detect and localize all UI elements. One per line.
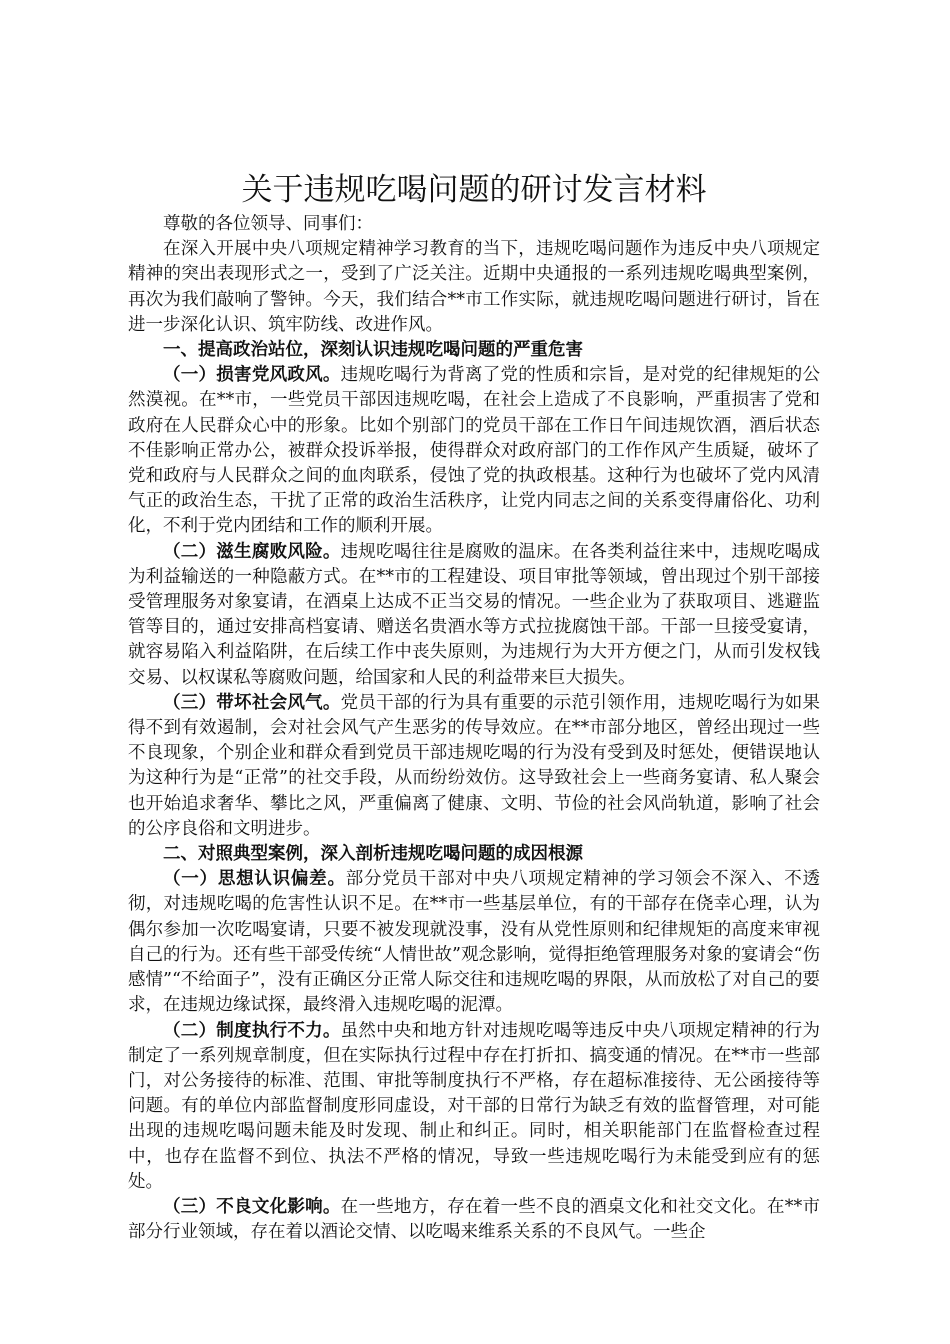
item-body: 虽然中央和地方针对违规吃喝等违反中央八项规定精神的行为制定了一系列规章制度，但在实际执行过程中存在打折扣、搞变通的情况。在**市一些部门，对公务接待的标准、范围、审批等制度执行不严格，存在超标准接待、无公函接待等问题。有的单位内部监督制度形同虚设，对干部的日常行为缺乏有效的监督管理，对可能出现的违规吃喝问题未能及时发现、制止和纠正。同时，相关职能部门在监督检查过程中，也存在监督不到位、执法不严格的情况，导致一些违规吃喝行为未能受到应有的惩处。 <box>128 1020 820 1192</box>
salutation: 尊敬的各位领导、同事们： <box>163 214 373 234</box>
item-lead: （二）滋生腐败风险。 <box>163 541 341 562</box>
section-2-item-1 <box>128 867 820 1018</box>
section-2-heading: 二、对照典型案例，深入剖析违规吃喝问题的成因根源 <box>163 844 583 865</box>
section-1-item-3 <box>128 691 820 842</box>
item-body: 党员干部的行为具有重要的示范引领作用，违规吃喝行为如果得不到有效遏制，会对社会风气产生恶劣的传导效应。在**市部分地区，曾经出现过一些不良现象，个别企业和群众看到党员干部违规吃喝的行为没有受到及时惩处，便错误地认为这种行为是“正常”的社交手段，从而纷纷效仿。这导致社会上一些商务宴请、私人聚会也开始追求奢华、攀比之风，严重偏离了健康、文明、节俭的社会风尚轨道，影响了社会的公序良俗和文明进步。 <box>128 692 820 839</box>
section-1-heading: 一、提高政治站位，深刻认识违规吃喝问题的严重危害 <box>163 340 583 361</box>
item-lead: （二）制度执行不力。 <box>163 1020 341 1041</box>
section-1-item-1 <box>128 363 820 539</box>
document-title: 关于违规吃喝问题的研讨发言材料 <box>241 172 707 208</box>
item-lead: （一）损害党风政风。 <box>163 365 341 386</box>
item-body: 在一些地方，存在着一些不良的酒桌文化和社交文化。在**市部分行业领域，存在着以酒论交情、以吃喝来维系关系的不良风气。一些企 <box>128 1196 820 1243</box>
item-body: 违规吃喝行为背离了党的性质和宗旨，是对党的纪律规矩的公然漠视。在**市，一些党员干部因违规吃喝，在社会上造成了不良影响，严重损害了党和政府在人民群众心中的形象。比如个别部门的党员干部在工作日午间违规饮酒，酒后状态不佳影响正常办公，被群众投诉举报，使得群众对政府部门的工作作风产生质疑，破坏了党和政府与人民群众之间的血肉联系，侵蚀了党的执政根基。这种行为也破坏了党内风清气正的政治生态，干扰了正常的政治生活秩序，让党内同志之间的关系变得庸俗化、功利化，不利于党内团结和工作的顺利开展。 <box>128 365 820 537</box>
intro-paragraph: 在深入开展中央八项规定精神学习教育的当下，违规吃喝问题作为违反中央八项规定精神的突出表现形式之一，受到了广泛关注。近期中央通报的一系列违规吃喝典型案例，再次为我们敲响了警钟。今天，我们结合**市工作实际，就违规吃喝问题进行研讨，旨在进一步深化认识、筑牢防线、改进作风。 <box>128 239 820 335</box>
section-1-item-2 <box>128 540 820 691</box>
item-body: 部分党员干部对中央八项规定精神的学习领会不深入、不透彻，对违规吃喝的危害性认识不足。在**市一些基层单位，有的干部存在侥幸心理，认为偶尔参加一次吃喝宴请，只要不被发现就没事，没有从党性原则和纪律规矩的高度来审视自己的行为。还有些干部受传统“人情世故”观念影响，觉得拒绝管理服务对象的宴请会“伤感情”“不给面子”，没有正确区分正常人际交往和违规吃喝的界限，从而放松了对自己的要求，在违规边缘试探，最终滑入违规吃喝的泥潭。 <box>128 869 821 1016</box>
item-lead: （三）带坏社会风气。 <box>163 692 341 713</box>
item-lead: （三）不良文化影响。 <box>163 1196 341 1217</box>
section-2-item-2 <box>128 1019 820 1195</box>
section-2-item-3 <box>128 1195 820 1245</box>
item-lead: （一）思想认识偏差。 <box>163 869 346 890</box>
document-page <box>128 168 820 1245</box>
item-body: 违规吃喝往往是腐败的温床。在各类利益往来中，违规吃喝成为利益输送的一种隐蔽方式。在**市的工程建设、项目审批等领域，曾出现过个别干部接受管理服务对象宴请，在酒桌上达成不正当交易的情况。一些企业为了获取项目、逃避监管等目的，通过安排高档宴请、赠送名贵酒水等方式拉拢腐蚀干部。干部一旦接受宴请，就容易陷入利益陷阱，在后续工作中丧失原则，为违规行为大开方便之门，从而引发权钱交易、以权谋私等腐败问题，给国家和人民的利益带来巨大损失。 <box>128 541 820 688</box>
